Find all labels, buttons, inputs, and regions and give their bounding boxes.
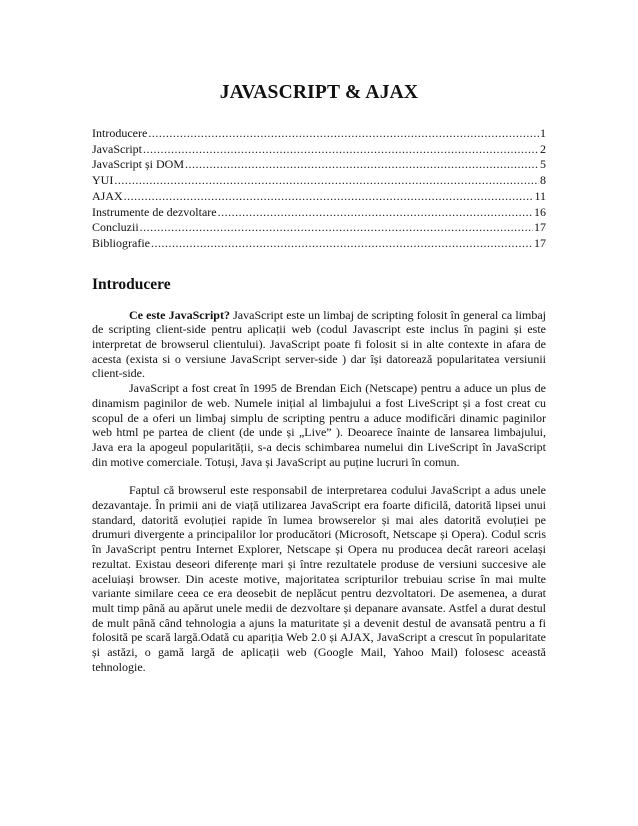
toc-leader-dots	[143, 142, 539, 158]
toc-page-number: 17	[534, 235, 546, 250]
toc-page-number: 5	[540, 157, 546, 172]
toc-entry-instrumente[interactable]	[92, 205, 546, 221]
toc-page-number: 17	[534, 220, 546, 235]
paragraph-intro-text: JavaScript este un limbaj de scripting folosit în general ca limbaj de scripting client-side pentru aplicații web (codul Javascript este inclus în pagini și este interpretat de browserul clientului). JavaScript poate fi folosit si in alte contexte in afara de acesta (exista si o versiune JavaScript server-side ) dar își datorează popularitatea versiunii client-side.	[92, 307, 547, 381]
toc-entry-bibliografie[interactable]	[92, 236, 546, 252]
toc-leader-dots	[114, 173, 539, 189]
toc-page-number: 1	[540, 126, 546, 140]
toc-label: Instrumente de dezvoltare	[92, 204, 217, 219]
toc-label: Introducere	[92, 126, 148, 140]
document-title: JAVASCRIPT & AJAX	[219, 82, 419, 103]
paragraph-lead-question: Ce este JavaScript?	[129, 307, 230, 322]
toc-entry-introducere[interactable]	[92, 126, 546, 142]
paragraph-intro	[92, 308, 546, 382]
table-of-contents	[92, 126, 546, 252]
toc-label: YUI	[92, 173, 114, 188]
toc-label: Bibliografie	[92, 235, 150, 250]
toc-label: Concluzii	[92, 220, 139, 235]
toc-page-number: 11	[534, 188, 546, 203]
paragraph-disadvantages: Faptul că browserul este responsabil de interpretarea codului JavaScript a adus unele dezavantaje. În primii ani de viață utilizarea JavaScript era foarte dificilă, datorită lipsei unui standard, datorită evoluției rapide în lumea browserelor și mai ales datorită evoluției pe drumuri divergente a principalilor lor producători (Microsoft, Netscape și Opera). Codul scris în JavaScript pentru Internet Explorer, Netscape și Opera nu producea decât rareori același rezultat. Existau deseori diferențe mari și între rezultatele produse de versiuni succesive ale aceluiași browser. Din aceste motive, majoritatea scripturilor trebuiau scrise în mai multe variante similare ceea ce era deosebit de neplăcut pentru dezvoltatori. De asemenea, a durat mult timp până au apărut unele medii de dezvoltare și depanare avansate. Astfel a durat destul de mult până când tehnologia a ajuns la maturitate și a devenit destul de avansată pentru a fi folosită pe scară largă.Odată cu apariția Web 2.0 și AJAX, JavaScript a crescut în popularitate și astăzi, o gamă largă de aplicații web (Google Mail, Yahoo Mail) folosesc această tehnologie.	[92, 483, 546, 674]
toc-entry-javascript[interactable]	[92, 142, 546, 158]
toc-label: JavaScript	[92, 141, 142, 156]
section-heading: Introducere	[92, 275, 171, 293]
toc-leader-dots	[124, 189, 534, 205]
toc-leader-dots	[151, 236, 533, 252]
toc-page-number: 16	[534, 204, 546, 219]
toc-leader-dots	[218, 205, 533, 221]
toc-entry-javascript-dom[interactable]	[92, 157, 546, 173]
toc-label: AJAX	[92, 188, 123, 203]
toc-label: JavaScript și DOM	[92, 157, 184, 172]
toc-page-number: 2	[540, 141, 546, 156]
toc-entry-ajax[interactable]	[92, 189, 546, 205]
paragraph-history: JavaScript a fost creat în 1995 de Brendan Eich (Netscape) pentru a aduce un plus de dinamism paginilor de web. Numele inițial al limbajului a fost LiveScript și a fost creat cu scopul de a oferi un limbaj simplu de scripting pentru a aduce modificări dinamic paginilor web html pe partea de client (de unde și „Live” ). Deoarece înainte de lansarea limbajului, Java era la apogeul popularității, s-a decis schimbarea numelui din LiveScript în JavaScript din motive comerciale. Totuși, Java și JavaScript au puține lucruri în comun.	[92, 381, 546, 469]
toc-entry-yui[interactable]	[92, 173, 546, 189]
toc-leader-dots	[185, 157, 539, 173]
toc-leader-dots	[148, 126, 539, 142]
toc-page-number: 8	[540, 173, 546, 188]
toc-leader-dots	[140, 220, 533, 236]
toc-entry-concluzii[interactable]	[92, 220, 546, 236]
